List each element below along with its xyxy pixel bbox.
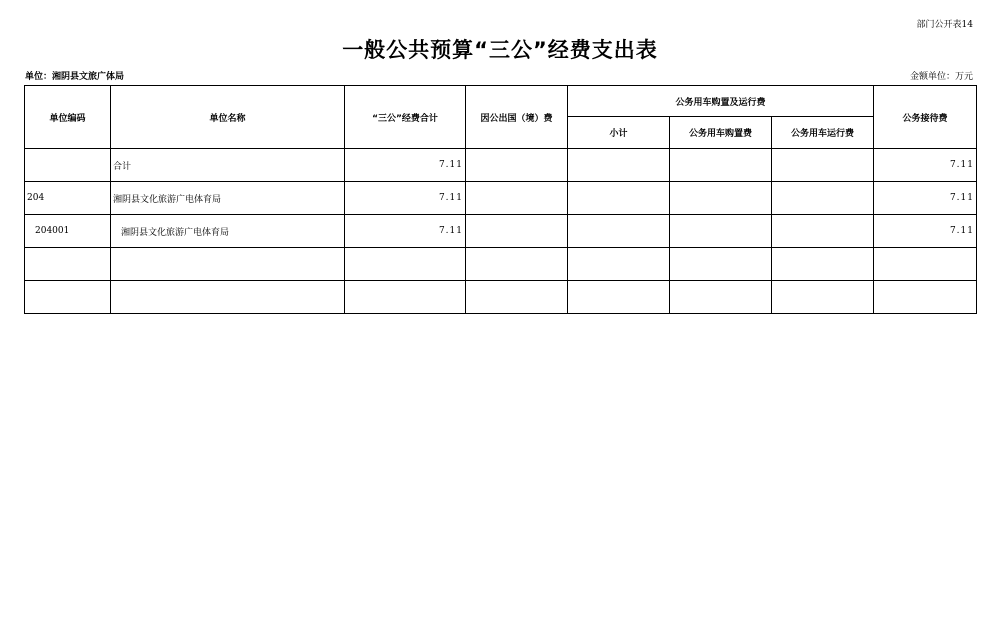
cell-vehicle-purchase bbox=[670, 215, 772, 248]
table-row bbox=[25, 182, 977, 215]
cell-vehicle-purchase bbox=[670, 281, 772, 314]
cell-reception bbox=[874, 248, 977, 281]
cell-code: 204 bbox=[25, 182, 111, 215]
cell-code bbox=[25, 281, 111, 314]
cell-abroad bbox=[466, 281, 568, 314]
header-vehicle-operation: 公务用车运行费 bbox=[772, 117, 874, 149]
cell-name bbox=[111, 281, 345, 314]
cell-vehicle-operation bbox=[772, 248, 874, 281]
cell-subtotal bbox=[568, 215, 670, 248]
table-row bbox=[25, 149, 977, 182]
expenditure-table bbox=[24, 85, 977, 314]
form-number: 部门公开表14 bbox=[916, 20, 973, 30]
cell-vehicle-operation bbox=[772, 182, 874, 215]
cell-code bbox=[25, 149, 111, 182]
cell-subtotal bbox=[568, 248, 670, 281]
cell-total: 7.11 bbox=[345, 149, 466, 182]
cell-vehicle-purchase bbox=[670, 182, 772, 215]
cell-code bbox=[25, 248, 111, 281]
cell-name: 合计 bbox=[111, 149, 345, 182]
cell-reception bbox=[874, 281, 977, 314]
header-subtotal: 小计 bbox=[568, 117, 670, 149]
cell-total: 7.11 bbox=[345, 182, 466, 215]
cell-abroad bbox=[466, 248, 568, 281]
cell-abroad bbox=[466, 182, 568, 215]
cell-vehicle-operation bbox=[772, 215, 874, 248]
amount-unit-label: 金额单位：万元 bbox=[909, 72, 973, 82]
cell-total bbox=[345, 281, 466, 314]
header-reception: 公务接待费 bbox=[874, 86, 977, 149]
unit-label: 单位：湘阴县文旅广体局 bbox=[25, 72, 125, 82]
cell-code: 204001 bbox=[25, 215, 111, 248]
cell-subtotal bbox=[568, 149, 670, 182]
cell-vehicle-operation bbox=[772, 281, 874, 314]
header-unit-code: 单位编码 bbox=[25, 86, 111, 149]
table-row bbox=[25, 215, 977, 248]
header-vehicle-group: 公务用车购置及运行费 bbox=[568, 86, 874, 117]
table-row bbox=[25, 281, 977, 314]
cell-abroad bbox=[466, 149, 568, 182]
header-abroad: 因公出国（境）费 bbox=[466, 86, 568, 149]
cell-total: 7.11 bbox=[345, 215, 466, 248]
header-unit-name: 单位名称 bbox=[111, 86, 345, 149]
cell-name: 湘阴县文化旅游广电体育局 bbox=[111, 215, 345, 248]
cell-subtotal bbox=[568, 281, 670, 314]
cell-vehicle-purchase bbox=[670, 149, 772, 182]
cell-total bbox=[345, 248, 466, 281]
cell-abroad bbox=[466, 215, 568, 248]
cell-vehicle-purchase bbox=[670, 248, 772, 281]
cell-subtotal bbox=[568, 182, 670, 215]
cell-name: 湘阴县文化旅游广电体育局 bbox=[111, 182, 345, 215]
cell-reception: 7.11 bbox=[874, 215, 977, 248]
cell-name bbox=[111, 248, 345, 281]
cell-vehicle-operation bbox=[772, 149, 874, 182]
table-row bbox=[25, 248, 977, 281]
header-vehicle-purchase: 公务用车购置费 bbox=[670, 117, 772, 149]
cell-reception: 7.11 bbox=[874, 149, 977, 182]
cell-reception: 7.11 bbox=[874, 182, 977, 215]
header-total: “三公”经费合计 bbox=[345, 86, 466, 149]
page-title: 一般公共预算“三公”经费支出表 bbox=[342, 38, 658, 62]
